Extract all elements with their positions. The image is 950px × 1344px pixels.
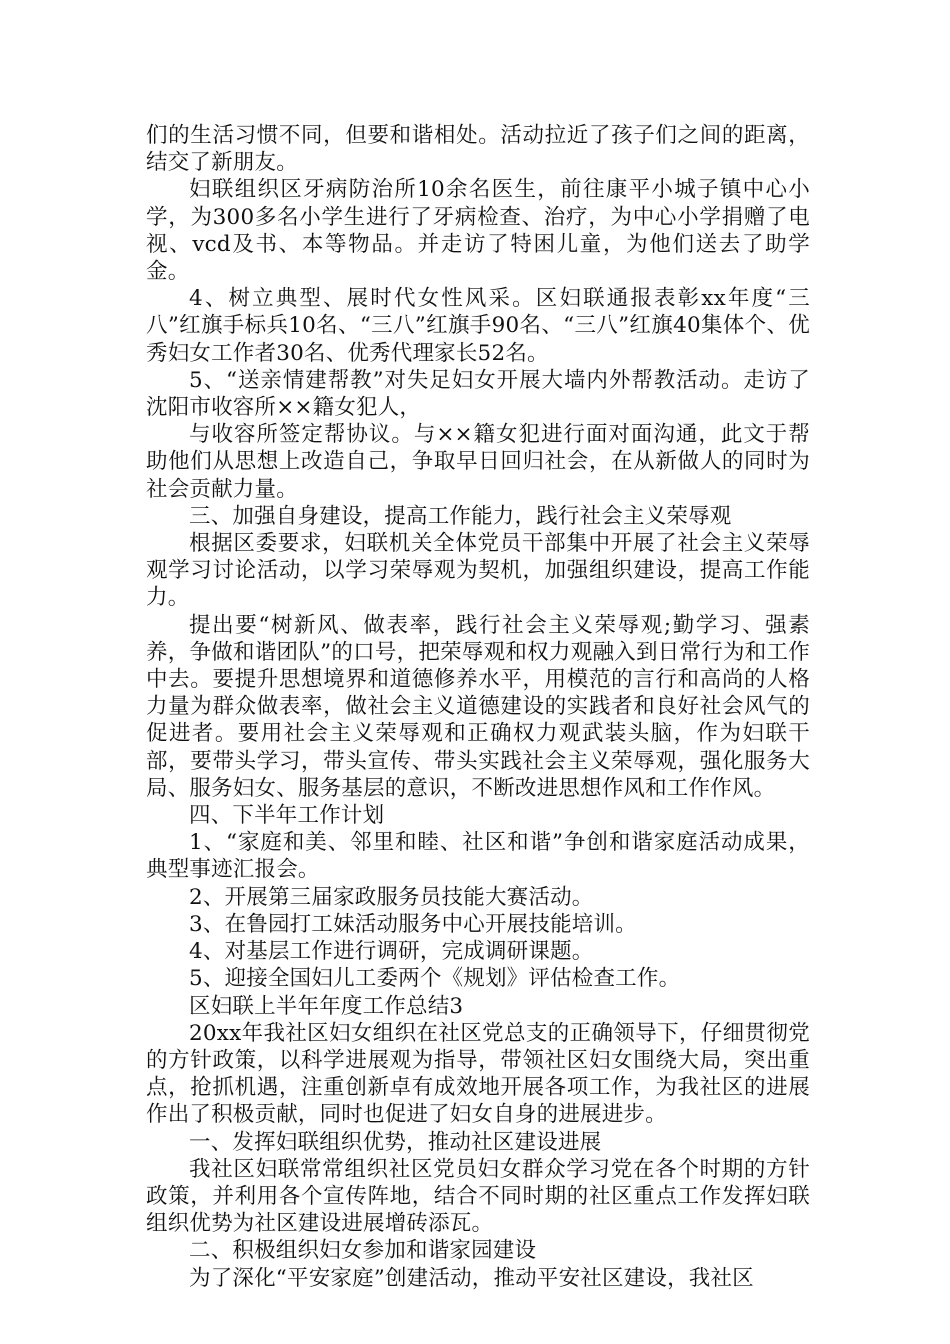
- paragraph: 5、“送亲情建帮教”对失足妇女开展大墙内外帮教活动。走访了沈阳市收容所××籍女犯人，: [146, 367, 810, 421]
- paragraph: 与收容所签定帮协议。与××籍女犯进行面对面沟通，此文于帮助他们从思想上改造自己，争取早日回归社会，在从新做人的同时为社会贡献力量。: [146, 422, 810, 502]
- list-item: 5、迎接全国妇儿工委两个《规划》评估检查工作。: [189, 966, 681, 992]
- paragraph: 提出要“树新风、做表率，践行社会主义荣辱观;勤学习、强素养，争做和谐团队”的口号，把荣辱观和权力观融入到日常行为和工作中去。要提升思想境界和道德修养水平，用模范的言行和高尚的人格力量为群众做表率，做社会主义道德建设的实践者和良好社会风气的促进者。要用社会主义荣辱观和正确权力观武装头脑，作为妇联干部，要带头学习，带头宣传、带头实践社会主义荣辱观，强化服务大局、服务妇女、服务基层的意识，不断改进思想作风和工作作风。: [146, 612, 810, 801]
- paragraph: 们的生活习惯不同，但要和谐相处。活动拉近了孩子们之间的距离，结交了新朋友。: [146, 123, 810, 176]
- section-heading: 二、积极组织妇女参加和谐家园建设: [189, 1238, 537, 1264]
- section-heading: 三、加强自身建设，提高工作能力，践行社会主义荣辱观: [189, 503, 732, 529]
- paragraph: 我社区妇联常常组织社区党员妇女群众学习党在各个时期的方针政策，并利用各个宣传阵地，结合不同时期的社区重点工作发挥妇联组织优势为社区建设进展增砖添瓦。: [146, 1156, 810, 1237]
- paragraph: 根据区委要求，妇联机关全体党员干部集中开展了社会主义荣辱观学习讨论活动，以学习荣辱观为契机，加强组织建设，提高工作能力。: [146, 531, 810, 611]
- section-heading: 四、下半年工作计划: [189, 803, 385, 829]
- paragraph: 为了深化“平安家庭”创建活动，推动平安社区建设，我社区: [189, 1265, 754, 1291]
- document-page: [146, 122, 810, 1292]
- list-item: 1、“家庭和美、邻里和睦、社区和谐”争创和谐家庭活动成果，典型事迹汇报会。: [146, 830, 810, 883]
- section-heading: 一、发挥妇联组织优势，推动社区建设进展: [189, 1129, 602, 1155]
- list-item: 2、开展第三届家政服务员技能大赛活动。: [189, 884, 594, 910]
- list-item: 4、对基层工作进行调研，完成调研课题。: [189, 939, 594, 965]
- document-title: 区妇联上半年年度工作总结3: [189, 993, 464, 1019]
- paragraph: 妇联组织区牙病防治所10余名医生，前往康平小城子镇中心小学，为300多名小学生进行了牙病检查、治疗，为中心小学捐赠了电视、vcd及书、本等物品。并走访了特困儿童，为他们送去了助学金。: [146, 177, 810, 285]
- paragraph: 20xx年我社区妇女组织在社区党总支的正确领导下，仔细贯彻党的方针政策，以科学进展观为指导，带领社区妇女围绕大局，突出重点，抢抓机遇，注重创新卓有成效地开展各项工作，为我社区的进展作出了积极贡献，同时也促进了妇女自身的进展进步。: [146, 1020, 810, 1128]
- paragraph: 4、树立典型、展时代女性风采。区妇联通报表彰xx年度“三八”红旗手标兵10名、“三八”红旗手90名、“三八”红旗40集体个、优秀妇女工作者30名、优秀代理家长52名。: [146, 286, 810, 366]
- list-item: 3、在鲁园打工妹活动服务中心开展技能培训。: [189, 911, 637, 937]
